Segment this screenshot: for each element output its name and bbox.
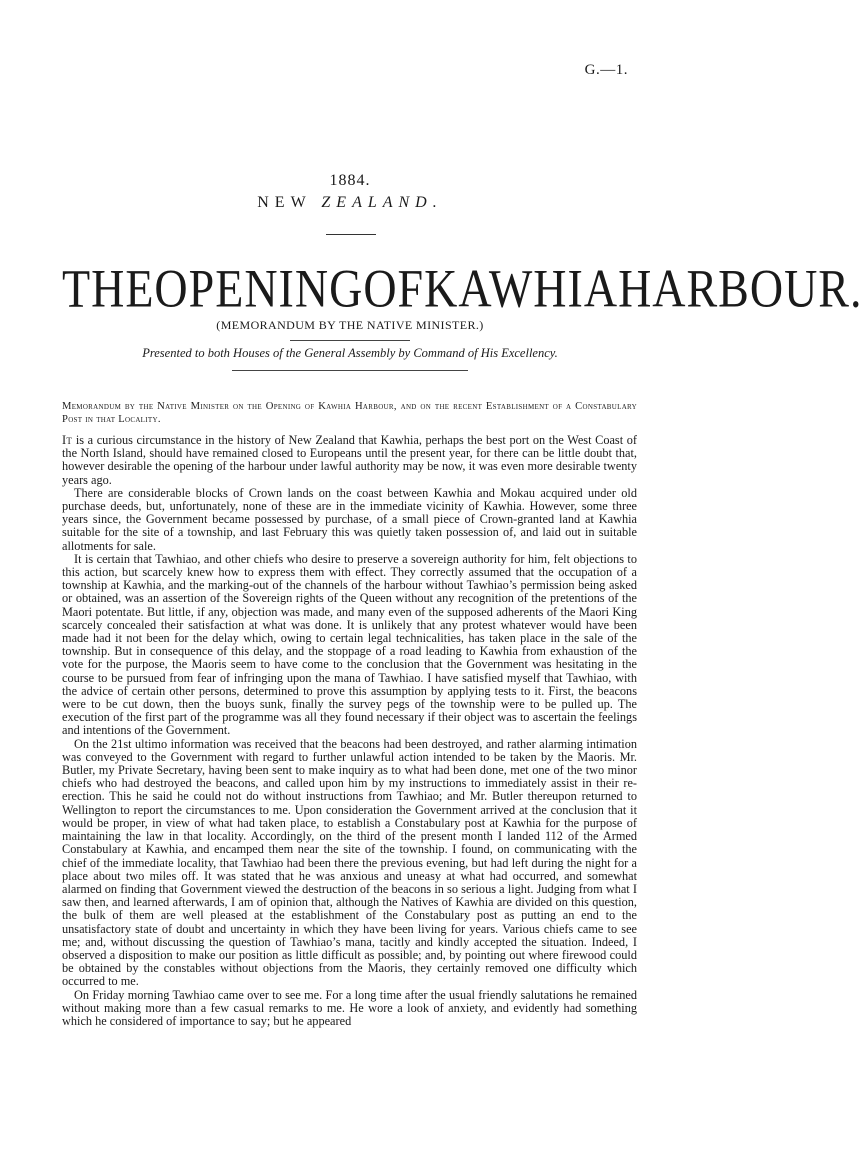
paragraph-text: There are considerable blocks of Crown lands on the coast between Kawhia and Mokau acquired under old purchase deeds, but, unfortunately, none of these are in the immediate vicinity of Kawhia. However, some three years since, the Government became possessed by purchase, of a small piece of Crown-granted land at Kawhia suitable for the site of a township, and last February this was quietly taken possession of, and laid out in suitable allotments for sale. <box>62 485 637 553</box>
paragraph <box>62 738 637 989</box>
divider-short <box>326 234 376 235</box>
title-word: OF <box>363 258 425 319</box>
country-word-new: NEW <box>257 194 312 211</box>
year: 1884. <box>329 172 371 189</box>
paragraph-text: On the 21st ultimo information was received that the beacons had been destroyed, and rather alarming intimation was conveyed to the Government with regard to further unlawful action intended to be taken by the Maoris. Mr. Butler, my Private Secretary, having been sent to make inquiry as to what had been done, met one of the two minor chiefs who had destroyed the beacons, and called upon him by my instructions to immediately assist in their re-erection. This he said he could not do without instructions from Tawhiao; and Mr. Butler thereupon returned to Wellington to report the circumstances to me. Upon consideration the Government arrived at the conclusion that it would be proper, in view of what had taken place, to establish a Constabulary post at Kawhia for the purpose of maintaining the law in that locality. Accordingly, on the third of the present month I landed 112 of the Armed Constabulary at Kawhia, and encamped them near the site of the township. I found, on communicating with the chief of the immediate locality, that Tawhiao had been there the previous evening, but had left during the night for a place about two miles off. It was stated that he was anxious and uneasy at what had occurred, and somewhat alarmed on finding that Government viewed the destruction of the beacons in so serious a light. Judging from what I saw then, and learned afterwards, I am of opinion that, although the Natives of Kawhia are divided on this question, the bulk of them are well pleased at the establishment of the Constabulary post as putting an end to the unsatisfactory state of doubt and uncertainty in which they have been living for years. Various chiefs came to see me; and, without discussing the question of Tawhiao’s mana, tacitly and kindly accepted the situation. Indeed, I observed a disposition to make our position as little difficult as possible; and, by pointing out where firewood could be obtained by the constables without objections from the Maoris, they certainly removed one difficulty which occurred to me. <box>62 736 637 989</box>
paragraph <box>62 434 637 487</box>
paragraph-text: On Friday morning Tawhiao came over to see me. For a long time after the usual friendly salutations he remained without making more than a few casual remarks to me. He wore a look of anxiety, and evidently had something which he considered of importance to say; but he appeared <box>62 987 637 1028</box>
memorandum-body <box>62 434 637 1028</box>
document-subtitle: (MEMORANDUM BY THE NATIVE MINISTER.) <box>216 318 484 332</box>
paragraph <box>62 487 637 553</box>
divider-mid <box>290 340 410 341</box>
page-reference: G.—1. <box>584 62 628 78</box>
paragraph <box>62 989 637 1029</box>
paragraph-lead: It <box>62 433 73 447</box>
divider-long <box>232 370 468 371</box>
country-word-zealand: ZEALAND. <box>321 194 443 211</box>
paragraph <box>62 553 637 738</box>
title-word: THE <box>62 258 155 319</box>
title-word: HARBOUR. <box>618 258 863 319</box>
presented-line: Presented to both Houses of the General Assembly by Command of His Excellency. <box>142 346 558 360</box>
title-word: KAWHIA <box>424 258 619 319</box>
document-title <box>62 258 863 319</box>
title-word: OPENING <box>154 258 364 319</box>
country-heading <box>0 194 700 212</box>
memorandum-heading-text: Memorandum by the Native Minister on the Opening of Kawhia Harbour, and on the recent Establishment of a Constabulary Post in that Locality. <box>62 401 637 425</box>
paragraph-text: is a curious circumstance in the history of New Zealand that Kawhia, perhaps the best port on the West Coast of the North Island, should have remained closed to Europeans until the present year, for there can be little doubt that, however desirable the opening of the harbour under lawful authority may be now, it was even more desirable twenty years ago. <box>62 433 637 487</box>
paragraph-text: It is certain that Tawhiao, and other chiefs who desire to preserve a sovereign authority for him, felt objections to this action, but scarcely knew how to express them with effect. They correctly assumed that the occupation of a township at Kawhia, and the marking-out of the channels of the harbour without Tawhiao’s permission being asked or obtained, was an assertion of the Sovereign rights of the Queen without any recognition of the pretentions of the Maori potentate. But little, if any, objection was made, and many even of the supposed adherents of the Maori King scarcely concealed their satisfaction at what was done. It is unlikely that any protest whatever would have been made had it not been for the delay which, owing to certain legal technicalities, has taken place in the sale of the township. But in consequence of this delay, and the stoppage of a road leading to Kawhia from exhaustion of the vote for the purpose, the Maoris seem to have come to the conclusion that the Government was hesitating in the course to be pursued from fear of infringing upon the mana of Tawhiao. I have satisfied myself that Tawhiao, with the advice of certain other persons, determined to prove this assumption by applying tests to it. First, the beacons were to be cut down, then the buoys sunk, finally the survey pegs of the township were to be pulled up. The execution of the first part of the programme was all they found necessary if their object was to ascertain the feelings and intentions of the Government. <box>62 551 637 738</box>
memorandum-heading <box>62 400 637 426</box>
